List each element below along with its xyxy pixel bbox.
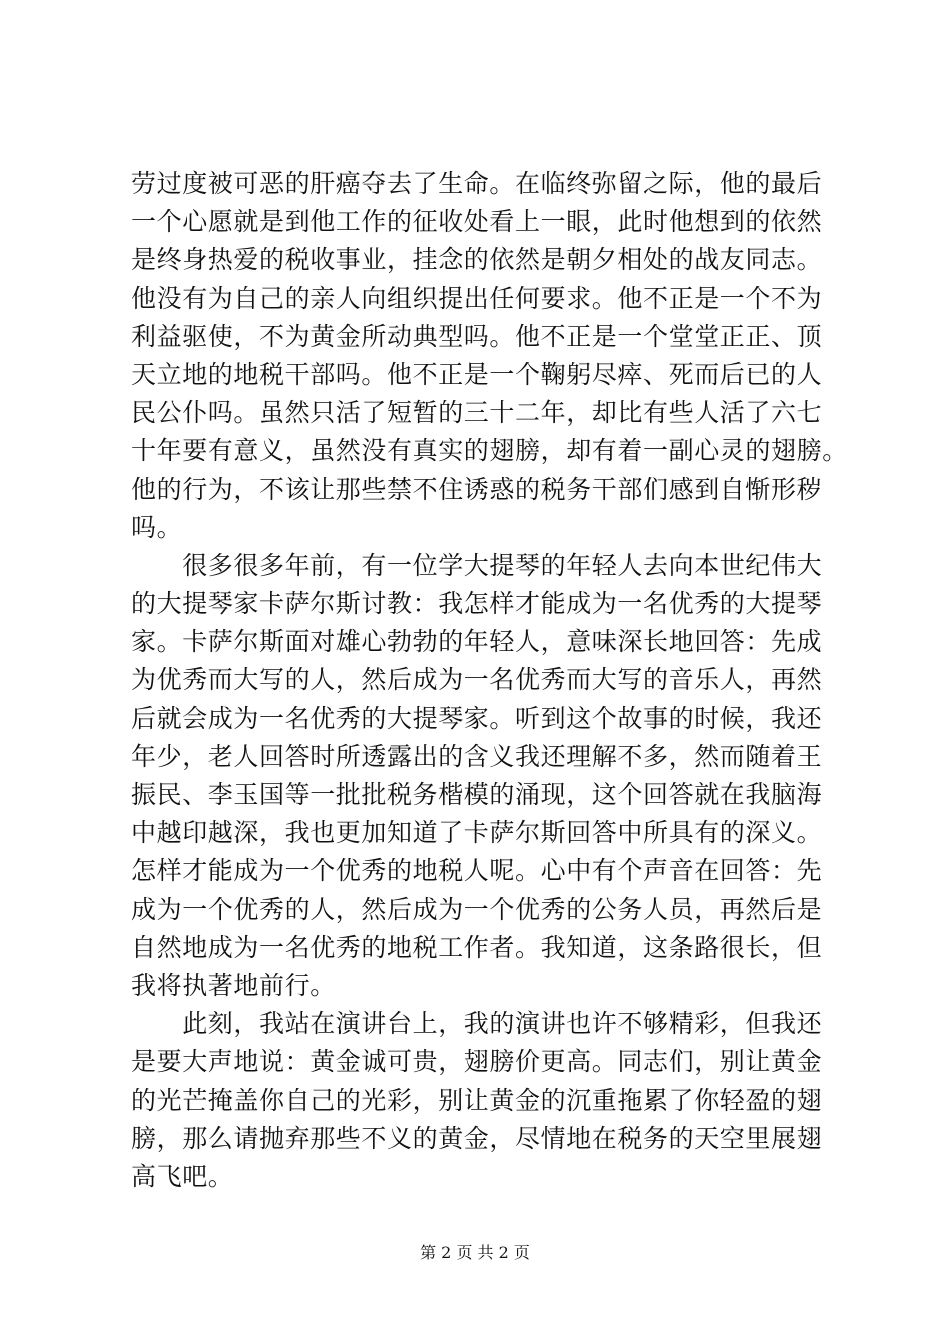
text-line: 此刻，我站在演讲台上，我的演讲也许不够精彩，但我还	[131, 1009, 823, 1039]
text-line: 很多很多年前，有一位学大提琴的年轻人去向本世纪伟大	[131, 550, 823, 580]
text-line: 振民、李玉国等一批批税务楷模的涌现，这个回答就在我脑海	[131, 780, 823, 809]
text-line: 自然地成为一名优秀的地税工作者。我知道，这条路很长，但	[131, 932, 823, 962]
text-line: 后就会成为一名优秀的大提琴家。听到这个故事的时候，我还	[131, 703, 823, 733]
text-line: 年少，老人回答时所透露出的含义我还理解不多，然而随着王	[131, 741, 823, 771]
text-line: 天立地的地税干部吗。他不正是一个鞠躬尽瘁、死而后已的人	[131, 359, 823, 389]
text-line: 的大提琴家卡萨尔斯讨教：我怎样才能成为一名优秀的大提琴	[131, 589, 823, 619]
text-line: 是终身热爱的税收事业，挂念的依然是朝夕相处的战友同志。	[131, 245, 823, 275]
text-line: 膀，那么请抛弃那些不义的黄金，尽情地在税务的天空里展翅	[131, 1123, 823, 1153]
text-line: 民公仆吗。虽然只活了短暂的三十二年，却比有些人活了六七	[131, 398, 823, 428]
text-line: 中越印越深，我也更加知道了卡萨尔斯回答中所具有的深义。	[131, 818, 823, 848]
text-line: 他的行为，不该让那些禁不住诱惑的税务干部们感到自惭形秽	[131, 474, 823, 504]
text-line: 是要大声地说：黄金诚可贵，翅膀价更高。同志们，别让黄金	[131, 1047, 823, 1077]
text-line: 他没有为自己的亲人向组织提出任何要求。他不正是一个不为	[131, 283, 823, 313]
text-line: 的光芒掩盖你自己的光彩，别让黄金的沉重拖累了你轻盈的翅	[131, 1085, 823, 1115]
text-line: 为优秀而大写的人，然后成为一名优秀而大写的音乐人，再然	[131, 665, 823, 695]
text-line: 劳过度被可恶的肝癌夺去了生命。在临终弥留之际，他的最后	[131, 169, 823, 198]
page-footer	[0, 1240, 950, 1263]
text-line: 吗。	[131, 512, 183, 542]
text-line: 利益驱使，不为黄金所动典型吗。他不正是一个堂堂正正、顶	[131, 321, 823, 351]
body-text	[131, 165, 848, 1196]
text-line: 怎样才能成为一个优秀的地税人呢。心中有个声音在回答：先	[131, 856, 823, 886]
text-line: 我将执著地前行。	[131, 970, 336, 1000]
page-number-label: 第 2 页 共 2 页	[420, 1243, 530, 1262]
text-line: 成为一个优秀的人，然后成为一个优秀的公务人员，再然后是	[131, 894, 823, 924]
text-line: 十年要有意义，虽然没有真实的翅膀，却有着一副心灵的翅膀。	[131, 436, 848, 466]
text-line: 家。卡萨尔斯面对雄心勃勃的年轻人，意味深长地回答：先成	[131, 627, 823, 657]
text-line: 高飞吧。	[131, 1161, 234, 1191]
text-line: 一个心愿就是到他工作的征收处看上一眼，此时他想到的依然	[131, 207, 823, 237]
